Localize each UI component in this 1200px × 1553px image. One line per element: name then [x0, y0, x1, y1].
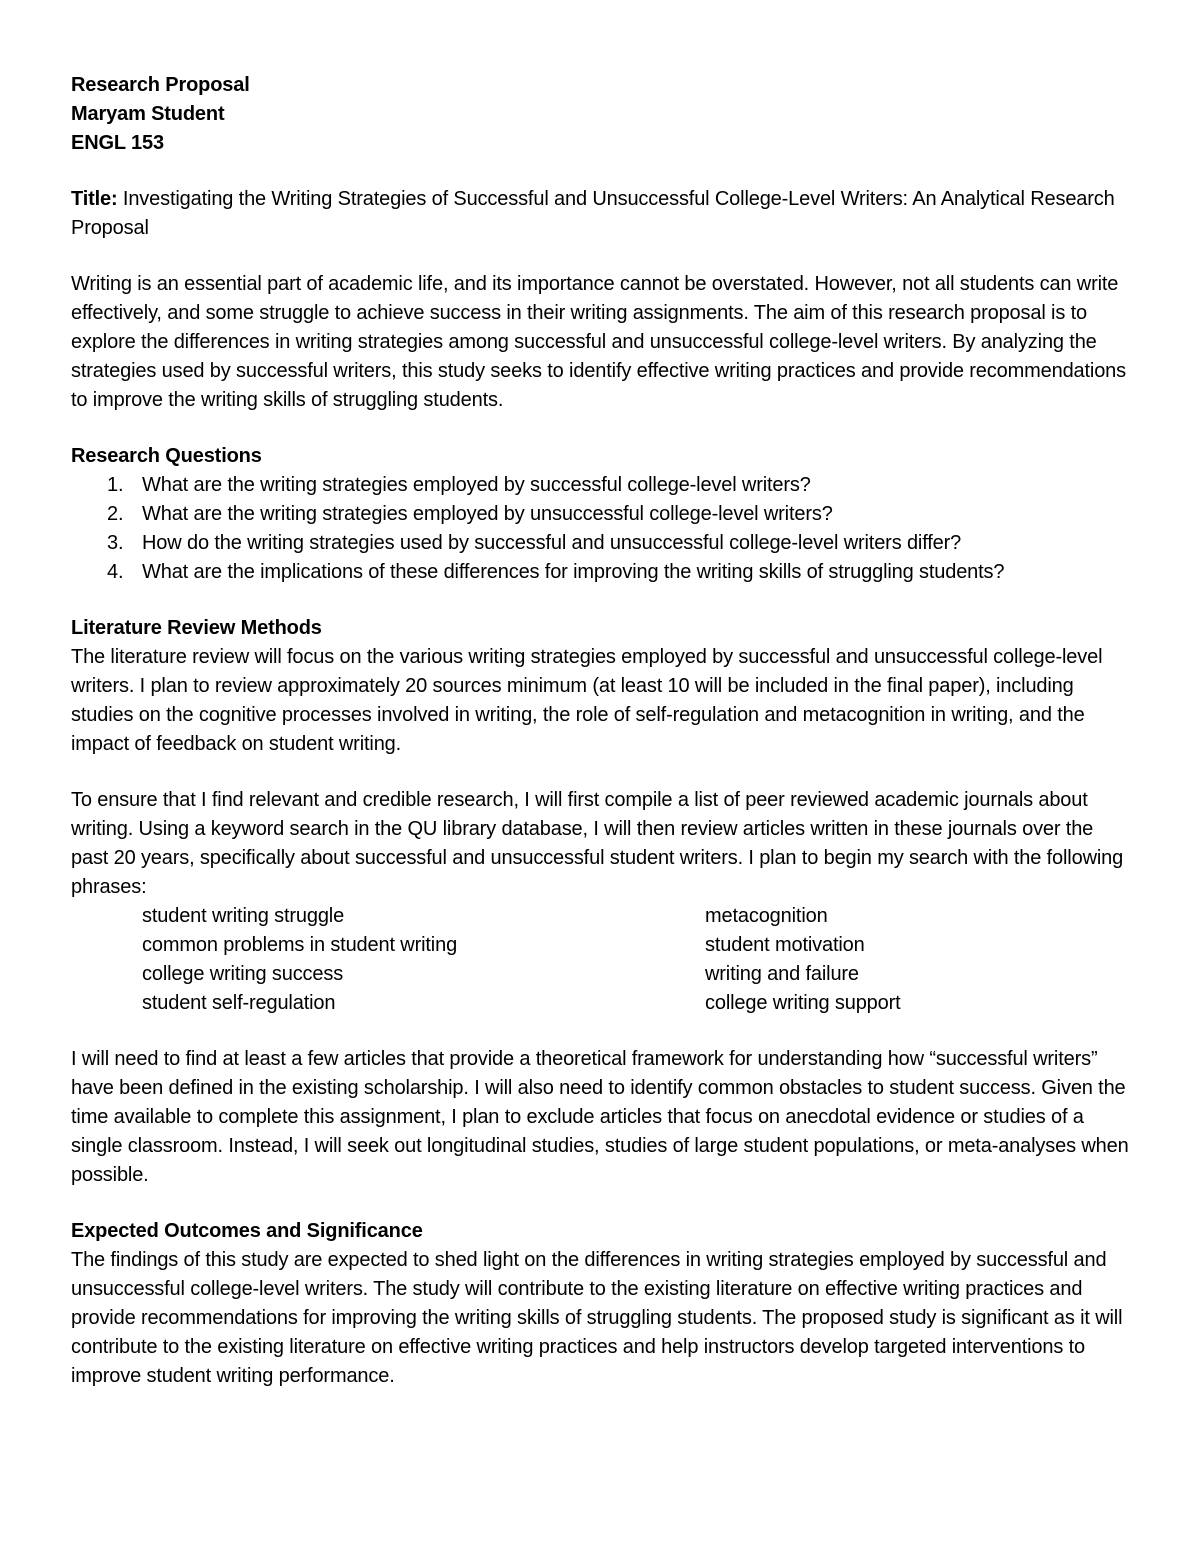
search-phrases-right-column: [705, 902, 1105, 1018]
list-item-number: 2.: [107, 503, 124, 525]
list-item: [71, 529, 1131, 558]
research-questions-list: [71, 471, 1131, 587]
course-code: ENGL 153: [71, 132, 164, 154]
list-item: [71, 558, 1131, 587]
search-phrases: [71, 902, 1131, 1018]
search-phrase: student writing struggle: [142, 905, 345, 927]
list-item: [71, 471, 1131, 500]
list-item-number: 3.: [107, 532, 124, 554]
search-phrase: common problems in student writing: [142, 934, 458, 956]
proposal-title-label: Title:: [71, 188, 118, 210]
list-item: [71, 500, 1131, 529]
document-page: [71, 71, 1131, 1391]
literature-review-paragraph-3: I will need to find at least a few articles that provide a theoretical framework for understanding how “successful writers” have been defined in the existing scholarship. I will also need to identify common obstacles to student success. Given the time available to complete this assignment, I plan to exclude articles that focus on anecdotal evidence or studies of a single classroom. Instead, I will seek out longitudinal studies, studies of large student populations, or meta-analyses when possible.: [71, 1048, 1129, 1186]
literature-review-paragraph-2: To ensure that I find relevant and credible research, I will first compile a list of peer reviewed academic journals about writing. Using a keyword search in the QU library database, I will then review articles written in these journals over the past 20 years, specifically about successful and unsuccessful student writers. I plan to begin my search with the following phrases:: [71, 789, 1124, 898]
search-phrase: student motivation: [705, 934, 865, 956]
document-title: Research Proposal: [71, 74, 250, 96]
search-phrase: writing and failure: [705, 963, 859, 985]
outcomes-heading: Expected Outcomes and Significance: [71, 1220, 423, 1242]
list-item-text: What are the writing strategies employed by successful college-level writers?: [142, 474, 811, 496]
literature-review-paragraph-1: The literature review will focus on the various writing strategies employed by successful and unsuccessful college-level writers. I plan to review approximately 20 sources minimum (at least 10 will be included in the final paper), including studies on the cognitive processes involved in writing, the role of self-regulation and metacognition in writing, and the impact of feedback on student writing.: [71, 646, 1103, 755]
intro-paragraph: Writing is an essential part of academic life, and its importance cannot be overstated. However, not all students can write effectively, and some struggle to achieve success in their writing assignments. The aim of this research proposal is to explore the differences in writing strategies among successful and unsuccessful college-level writers. By analyzing the strategies used by successful writers, this study seeks to identify effective writing practices and provide recommendations to improve the writing skills of struggling students.: [71, 273, 1127, 411]
list-item-text: What are the implications of these differences for improving the writing skills of struggling students?: [142, 561, 1005, 583]
search-phrase: college writing success: [142, 963, 344, 985]
list-item-number: 4.: [107, 561, 124, 583]
search-phrases-left-column: [142, 902, 705, 1018]
author-name: Maryam Student: [71, 103, 225, 125]
research-questions-heading: Research Questions: [71, 445, 262, 467]
search-phrase: metacognition: [705, 905, 828, 927]
search-phrase: student self-regulation: [142, 992, 336, 1014]
outcomes-paragraph: The findings of this study are expected to shed light on the differences in writing strategies employed by successful and unsuccessful college-level writers. The study will contribute to the existing literature on effective writing practices and provide recommendations for improving the writing skills of struggling students. The proposed study is significant as it will contribute to the existing literature on effective writing practices and help instructors develop targeted interventions to improve student writing performance.: [71, 1249, 1123, 1387]
literature-review-heading: Literature Review Methods: [71, 617, 322, 639]
search-phrase: college writing support: [705, 992, 901, 1014]
document-header: [71, 71, 1131, 158]
proposal-title: [71, 185, 1131, 243]
list-item-text: What are the writing strategies employed by unsuccessful college-level writers?: [142, 503, 833, 525]
list-item-number: 1.: [107, 474, 124, 496]
proposal-title-text: Investigating the Writing Strategies of Successful and Unsuccessful College-Level Writers: An Analytical Research Proposal: [71, 188, 1115, 239]
list-item-text: How do the writing strategies used by successful and unsuccessful college-level writers differ?: [142, 532, 962, 554]
